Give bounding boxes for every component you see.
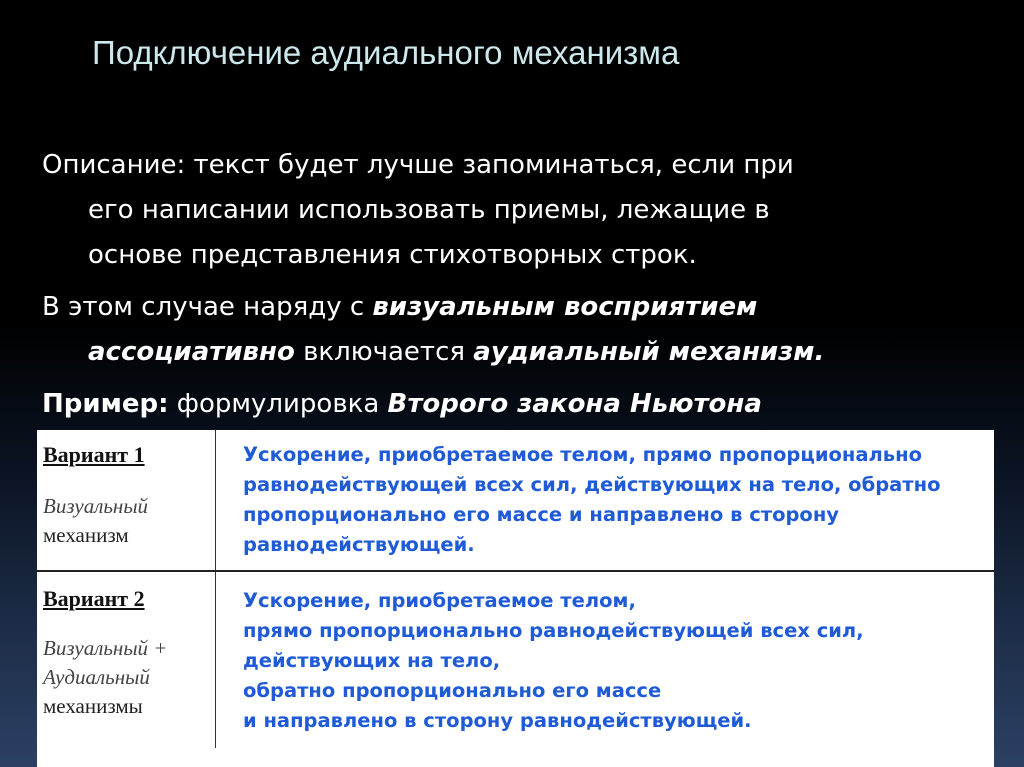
variant-2-line: обратно пропорционально его массе: [243, 679, 662, 702]
variant-1-mechanism: [43, 492, 148, 550]
case-assoc-emphasis: ассоциативно: [88, 337, 295, 367]
slide-title: Подключение аудиального механизма: [92, 34, 680, 71]
variant-2-mechanism: [43, 634, 167, 721]
description-paragraph: [42, 143, 972, 278]
example-text: формулировка: [168, 389, 388, 419]
variant-2-line: действующих на тело,: [243, 649, 501, 672]
case-line-2: [42, 330, 972, 375]
variant-1-label: Вариант 1: [43, 442, 145, 467]
table-row-divider: [37, 570, 994, 572]
variant-2-label: Вариант 2: [43, 586, 145, 611]
example-law: Второго закона Ньютона: [387, 389, 762, 419]
case-prefix: В этом случае наряду с: [42, 292, 373, 322]
variant-2-mech-regular: механизмы: [43, 694, 143, 718]
variant-1-line: равнодействующей.: [243, 533, 475, 556]
example-label: Пример:: [42, 389, 169, 419]
example-paragraph: [42, 382, 972, 427]
variant-2-line: прямо пропорционально равнодействующей всех сил,: [243, 619, 864, 642]
variant-2-mech-italic-2: Аудиальный: [43, 665, 150, 689]
case-audial-emphasis: аудиальный механизм.: [473, 337, 825, 367]
variant-2-line: и направлено в сторону равнодействующей.: [243, 709, 752, 732]
comparison-table: [37, 430, 994, 767]
variant-1-line: Ускорение, приобретаемое телом, прямо пропорционально: [243, 443, 922, 466]
variant-1-text: [243, 440, 988, 560]
variant-2-text: [243, 586, 988, 736]
case-paragraph: [42, 285, 972, 375]
variant-1-line: равнодействующей всех сил, действующих на тело, обратно: [243, 473, 941, 496]
variant-1-line: пропорционально его массе и направлено в сторону: [243, 503, 840, 526]
case-middle: включается: [294, 337, 474, 367]
variant-2-line: Ускорение, приобретаемое телом,: [243, 589, 636, 612]
variant-2-cell: [43, 586, 167, 721]
description-line-1: Описание: текст будет лучше запоминаться, если при: [42, 150, 794, 180]
description-line-3: основе представления стихотворных строк.: [88, 240, 697, 270]
table-column-divider: [215, 430, 216, 748]
variant-1-mech-italic: Визуальный: [43, 494, 149, 518]
description-line-2: его написании использовать приемы, лежащие в: [88, 195, 770, 225]
variant-1-mech-regular: механизм: [43, 523, 129, 547]
variant-1-cell: [43, 442, 148, 550]
variant-2-mech-italic-1: Визуальный +: [43, 636, 168, 660]
case-visual-emphasis: визуальным восприятием: [372, 292, 758, 322]
